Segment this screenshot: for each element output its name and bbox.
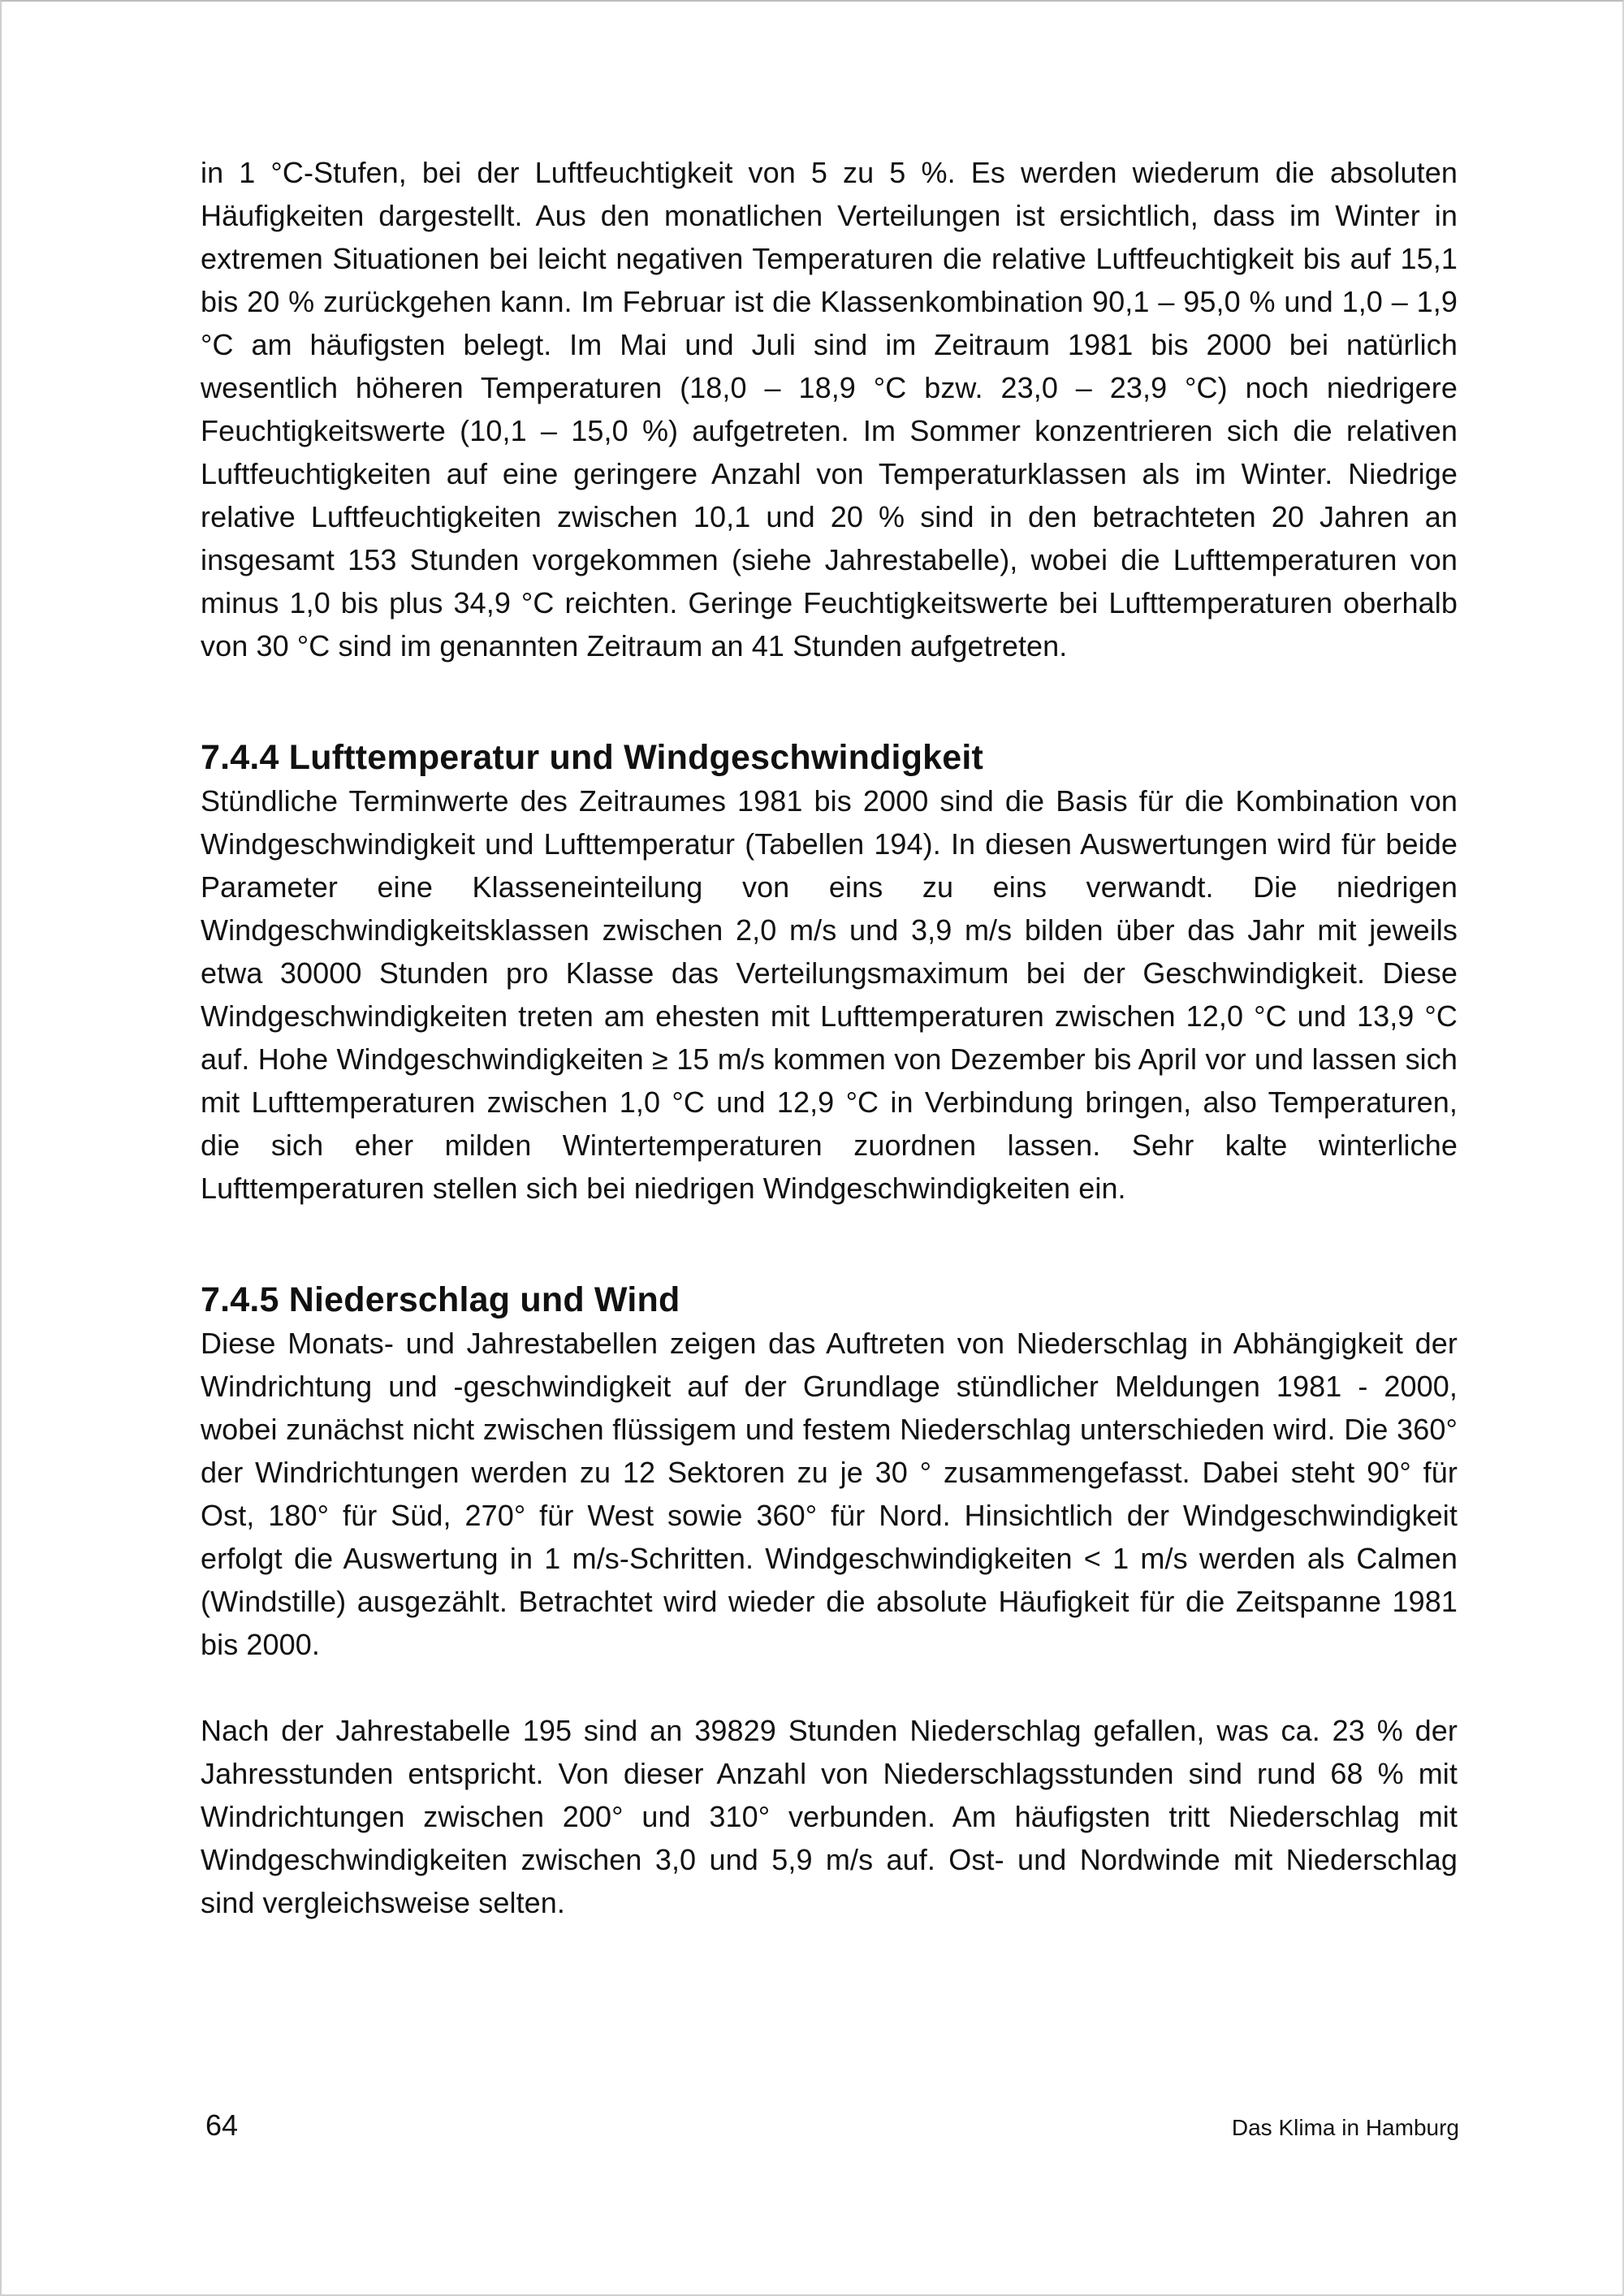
section-7-4-5-paragraph-2: Nach der Jahrestabelle 195 sind an 39829 Stunden Niederschlag gefallen, was ca. 23 % der Jahresstunden entspricht. Von dieser Anzahl von Niederschlagsstunden sind rund 68 % mit Windrichtungen zwischen 200° und 310° verbunden. Am häufigsten tritt Niederschlag mit Windgeschwindigkeiten zwischen 3,0 und 5,9 m/s auf. Ost- und Nordwinde mit Niederschlag sind vergleichsweise selten. — [201, 1714, 1458, 1919]
section-7-4-4 — [201, 736, 1458, 1210]
section-heading-7-4-4: 7.4.4 Lufttemperatur und Windgeschwindigkeit — [201, 738, 984, 777]
section-heading-7-4-5: 7.4.5 Niederschlag und Wind — [201, 1280, 680, 1319]
section-7-4-4-paragraph: Stündliche Terminwerte des Zeitraumes 1981 bis 2000 sind die Basis für die Kombination von Windgeschwindigkeit und Lufttemperatur (Tabellen 194). In diesen Auswertungen wird für beide Parameter eine Klasseneinteilung von eins zu eins verwandt. Die niedrigen Windgeschwindigkeitsklassen zwischen 2,0 m/s und 3,9 m/s bilden über das Jahr mit jeweils etwa 30000 Stunden pro Klasse das Verteilungsmaximum bei der Geschwindigkeit. Diese Windgeschwindigkeiten treten am ehesten mit Lufttemperaturen zwischen 12,0 °C und 13,9 °C auf. Hohe Windgeschwindigkeiten ≥ 15 m/s kommen von Dezember bis April vor und lassen sich mit Lufttemperaturen zwischen 1,0 °C und 12,9 °C in Verbindung bringen, also Temperaturen, die sich eher milden Wintertemperaturen zuordnen lassen. Sehr kalte winterliche Lufttemperaturen stellen sich bei niedrigen Windgeschwindigkeiten ein. — [201, 784, 1458, 1205]
page-number: 64 — [205, 2108, 239, 2142]
page-body — [201, 151, 1458, 1924]
section-7-4-5 — [201, 1278, 1458, 1924]
section-7-4-5-paragraph-1: Diese Monats- und Jahrestabellen zeigen das Auftreten von Niederschlag in Abhängigkeit der Windrichtung und -geschwindigkeit auf der Grundlage stündlicher Meldungen 1981 - 2000, wobei zunächst nicht zwischen flüssigem und festem Niederschlag unterschieden wird. Die 360° der Windrichtungen werden zu 12 Sektoren zu je 30 ° zusammengefasst. Dabei steht 90° für Ost, 180° für Süd, 270° für West sowie 360° für Nord. Hinsichtlich der Windgeschwindigkeit erfolgt die Auswertung in 1 m/s-Schritten. Windgeschwindigkeiten < 1 m/s werden als Calmen (Windstille) ausgezählt. Betrachtet wird wieder die absolute Häufigkeit für die Zeitspanne 1981 bis 2000. — [201, 1327, 1458, 1661]
intro-paragraph: in 1 °C-Stufen, bei der Luftfeuchtigkeit von 5 zu 5 %. Es werden wiederum die absoluten Häufigkeiten dargestellt. Aus den monatlichen Verteilungen ist ersichtlich, dass im Winter in extremen Situationen bei leicht negativen Temperaturen die relative Luftfeuchtigkeit bis auf 15,1 bis 20 % zurückgehen kann. Im Februar ist die Klassenkombination 90,1 – 95,0 % und 1,0 – 1,9 °C am häufigsten belegt. Im Mai und Juli sind im Zeitraum 1981 bis 2000 bei natürlich wesentlich höheren Temperaturen (18,0 – 18,9 °C bzw. 23,0 – 23,9 °C) noch niedrigere Feuchtigkeitswerte (10,1 – 15,0 %) aufgetreten. Im Sommer konzentrieren sich die relativen Luftfeuchtigkeiten auf eine geringere Anzahl von Temperaturklassen als im Winter. Niedrige relative Luftfeuchtigkeiten zwischen 10,1 und 20 % sind in den betrachteten 20 Jahren an insgesamt 153 Stunden vorgekommen (siehe Jahrestabelle), wobei die Lufttemperaturen von minus 1,0 bis plus 34,9 °C reichten. Geringe Feuchtigkeitswerte bei Lufttemperaturen oberhalb von 30 °C sind im genannten Zeitraum an 41 Stunden aufgetreten. — [201, 156, 1458, 662]
publication-title: Das Klima in Hamburg — [1231, 2115, 1459, 2140]
